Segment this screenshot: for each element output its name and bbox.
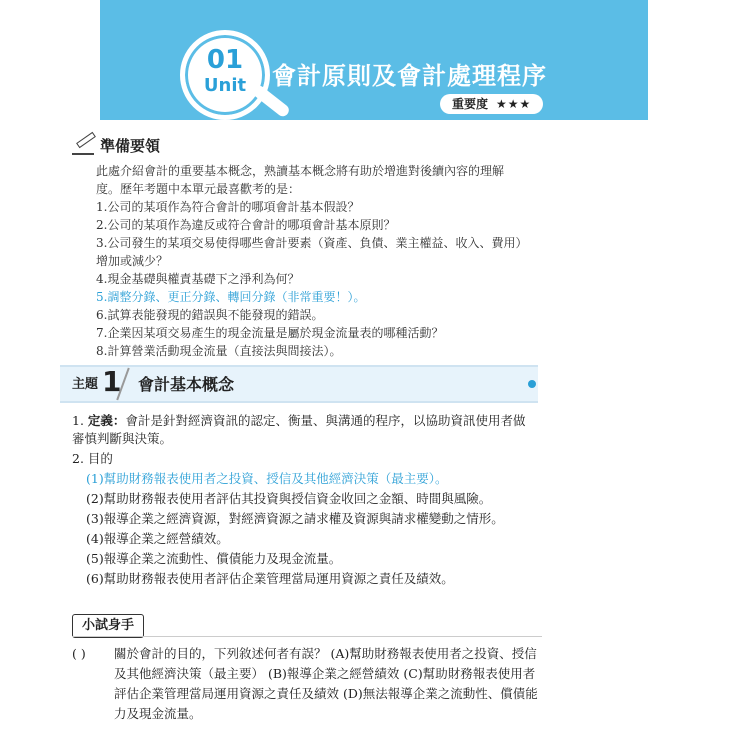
prep-item: 1.公司的某項作為符合會計的哪項會計基本假設？	[96, 200, 360, 214]
prep-item: 8.計算營業活動現金流量（直接法與間接法）。	[96, 344, 342, 358]
body-section	[72, 412, 532, 590]
pencil-icon	[72, 139, 94, 155]
purpose-item: (2)幫助財務報表使用者評估其投資與授信資金收回之金額、時間與風險。	[86, 491, 492, 506]
definition-text: 會計是針對經濟資訊的認定、衡量、與溝通的程序，以協助資訊使用者做審慎判斷與決策。	[72, 413, 526, 446]
prep-heading: 準備要領	[72, 135, 160, 156]
answer-blank: ( )	[72, 646, 86, 661]
importance-stars: ★★★	[496, 97, 532, 111]
definition	[72, 412, 532, 448]
prep-list	[96, 198, 526, 360]
prep-item-highlight: 5.調整分錄、更正分錄、轉回分錄（非常重要！）。	[96, 290, 366, 304]
prep-item: 2.公司的某項作為違反或符合會計的哪項會計基本原則？	[96, 218, 396, 232]
topic-bar	[60, 365, 538, 403]
purpose-heading: 2. 目的	[72, 451, 113, 466]
purpose-item: (3)報導企業之經濟資源，對經濟資源之請求權及資源與請求權變動之情形。	[86, 511, 504, 526]
definition-label: 定義：	[87, 413, 126, 428]
unit-word: Unit	[203, 75, 247, 96]
prep-section	[96, 162, 526, 360]
header-banner	[100, 0, 648, 120]
topic-label: 主題	[72, 377, 99, 392]
prep-item: 6.試算表能發現的錯誤與不能發現的錯誤。	[96, 308, 324, 322]
quiz-divider	[72, 636, 542, 637]
chapter-title: 會計原則及會計處理程序	[272, 62, 547, 90]
purpose-item-highlight: (1)幫助財務報表使用者之投資、授信及其他經濟決策（最主要）。	[86, 471, 448, 486]
purpose-list	[86, 470, 532, 588]
prep-item: 7.企業因某項交易產生的現金流量是屬於現金流量表的哪種活動？	[96, 326, 444, 340]
topic-number: 1	[102, 365, 122, 398]
importance-badge	[440, 94, 543, 114]
purpose-item: (5)報導企業之流動性、償債能力及現金流量。	[86, 551, 342, 566]
definition-number: 1.	[72, 413, 84, 428]
purpose-item: (6)幫助財務報表使用者評估企業管理當局運用資源之責任及績效。	[86, 571, 454, 586]
prep-item: 4.現金基礎與權責基礎下之淨利為何？	[96, 272, 300, 286]
importance-label: 重要度	[452, 97, 489, 111]
prep-item: 3.公司發生的某項交易使得哪些會計要素（資產、負債、業主權益、收入、費用）增加或減少？	[96, 236, 522, 268]
quiz-heading: 小試身手	[72, 614, 144, 638]
prep-intro: 此處介紹會計的重要基本概念，熟讀基本概念將有助於增進對後續內容的理解度。歷年考題中本單元最喜歡考的是：	[96, 164, 505, 196]
unit-badge	[180, 30, 270, 120]
purpose-item: (4)報導企業之經營績效。	[86, 531, 229, 546]
unit-number: 01	[206, 45, 244, 75]
topic-dot	[528, 380, 536, 388]
quiz-question: 關於會計的目的，下列敘述何者有誤？ (A)幫助財務報表使用者之投資、授信及其他經濟決策（最主要） (B)報導企業之經營績效 (C)幫助財務報表使用者評估企業管理當局運用資源之責任及績效 (D)無法報導企業之流動性、償債能力及現金流量。	[114, 646, 538, 721]
topic-title: 會計基本概念	[138, 375, 235, 394]
